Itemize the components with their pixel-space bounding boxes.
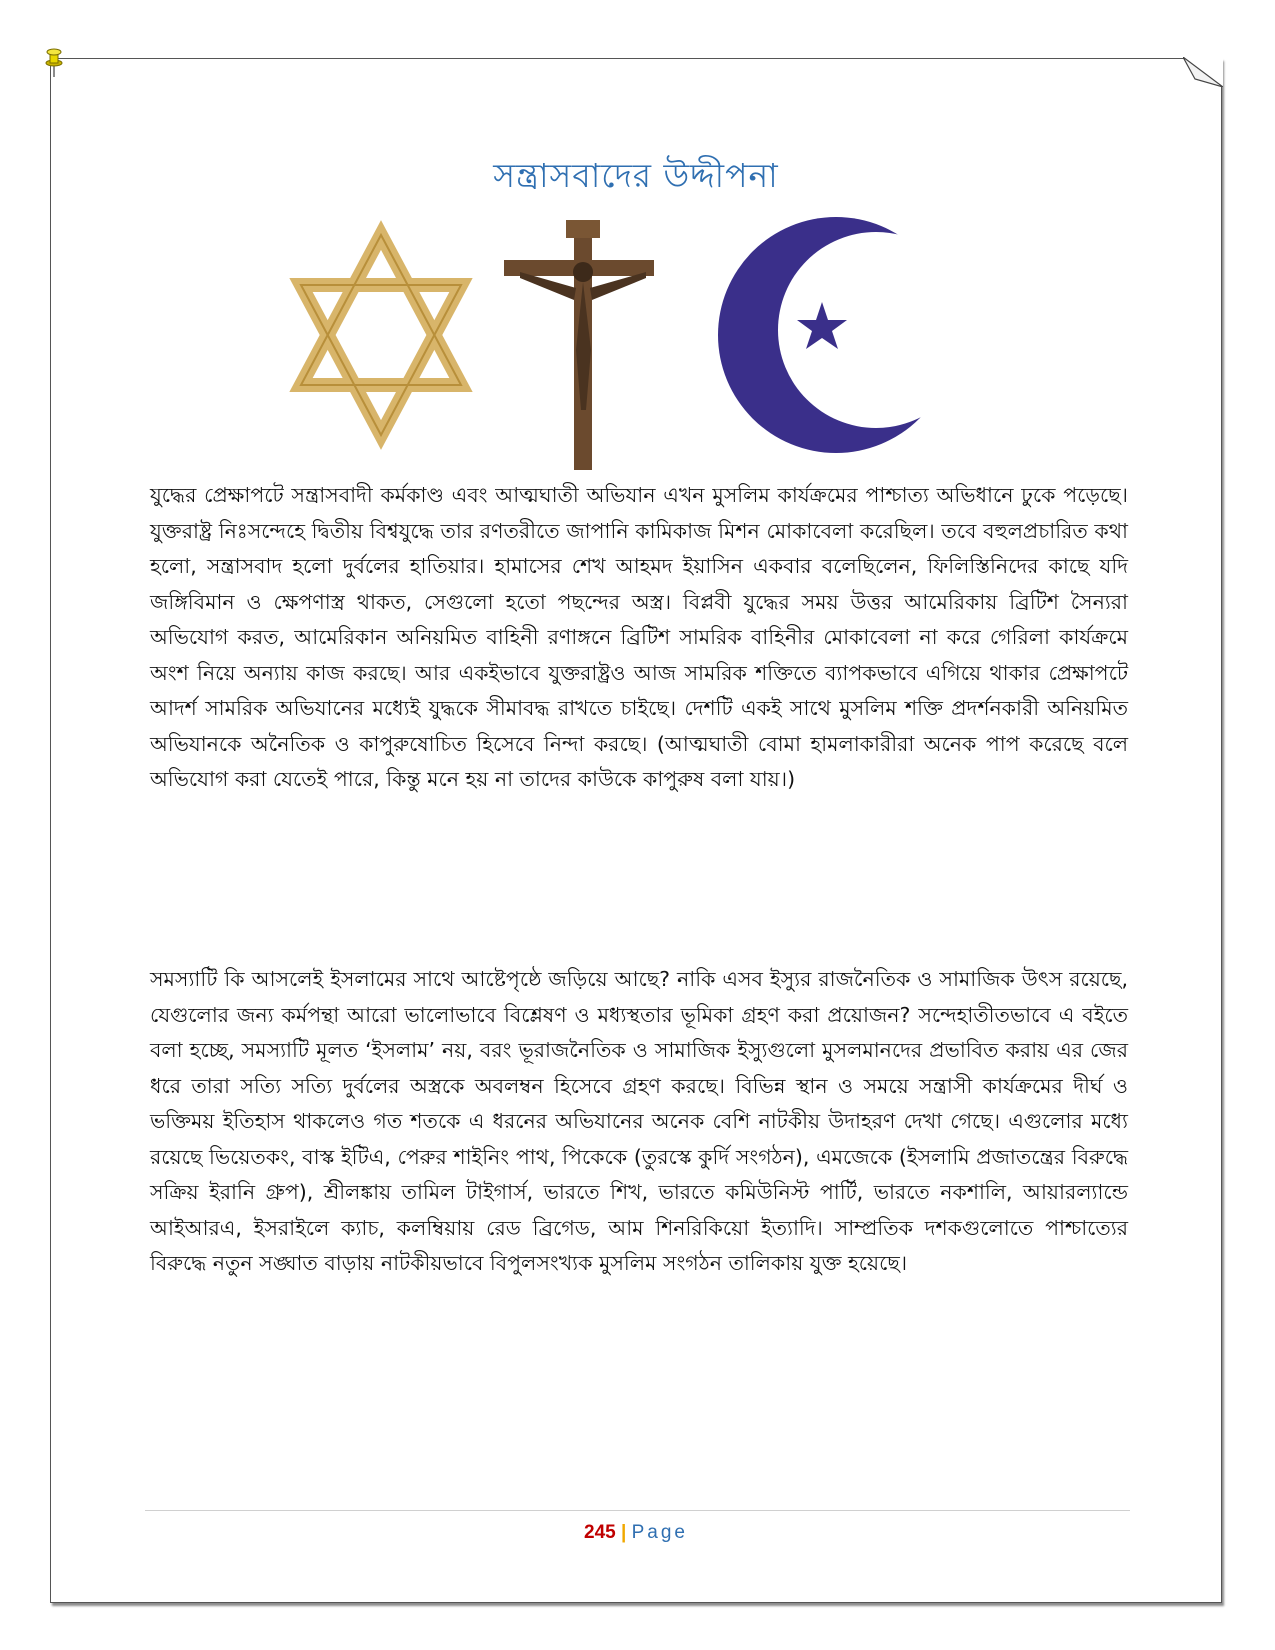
footer-divider (145, 1510, 1130, 1511)
page-title: সন্ত্রাসবাদের উদ্দীপনা (493, 156, 779, 195)
crucifix-icon (504, 220, 654, 470)
page-footer (50, 1522, 1222, 1544)
star-of-david-icon (301, 235, 461, 435)
paragraph-1: যুদ্ধের প্রেক্ষাপটে সন্ত্রাসবাদী কর্মকাণ্ড এবং আত্মঘাতী অভিযান এখন মুসলিম কার্যক্রমের পাশ্চাত্য অভিধানে ঢুকে পড়েছে। যুক্তরাষ্ট্র নিঃসন্দেহে দ্বিতীয় বিশ্বযুদ্ধে তার রণতরীতে জাপানি কামিকাজ মিশন মোকাবেলা করেছিল। তবে বহুলপ্রচারিত কথা হলো, সন্ত্রাসবাদ হলো দুর্বলের হাতিয়ার। হামাসের শেখ আহমদ ইয়াসিন একবার বলেছিলেন, ফিলিস্তিনিদের কাছে যদি জঙ্গিবিমান ও ক্ষেপণাস্ত্র থাকত, সেগুলো হতো পছন্দের অস্ত্র। বিপ্লবী যুদ্ধের সময় উত্তর আমেরিকায় ব্রিটিশ সৈন্যরা অভিযোগ করত, আমেরিকান অনিয়মিত বাহিনী রণাঙ্গনে ব্রিটিশ সামরিক বাহিনীর মোকাবেলা না করে গেরিলা কার্যক্রমে অংশ নিয়ে অন্যায় কাজ করছে। আর একইভাবে যুক্তরাষ্ট্রও আজ সামরিক শক্তিতে ব্যাপকভাবে এগিয়ে থাকার প্রেক্ষাপটে আদর্শ সামরিক অভিযানের মধ্যেই যুদ্ধকে সীমাবদ্ধ রাখতে চাইছে। দেশটি একই সাথে মুসলিম শক্তি প্রদর্শনকারী অনিয়মিত অভিযানকে অনৈতিক ও কাপুরুষোচিত হিসেবে নিন্দা করছে। (আত্মঘাতী বোমা হামলাকারীরা অনেক পাপ করেছে বলে অভিযোগ করা যেতেই পারে, কিন্তু মনে হয় না তাদের কাউকে কাপুরুষ বলা যায়।) (150, 483, 1128, 791)
crescent-star-icon (718, 217, 974, 453)
page-label: Page (631, 1522, 688, 1543)
paragraph-2: সমস্যাটি কি আসলেই ইসলামের সাথে আষ্টেপৃষ্ঠে জড়িয়ে আছে? নাকি এসব ইস্যুর রাজনৈতিক ও সামাজিক উৎস রয়েছে, যেগুলোর জন্য কর্মপন্থা আরো ভালোভাবে বিশ্লেষণ ও মধ্যস্থতার ভূমিকা গ্রহণ করা প্রয়োজন? সন্দেহাতীতভাবে এ বইতে বলা হচ্ছে, সমস্যাটি মূলত ‘ইসলাম’ নয়, বরং ভূরাজনৈতিক ও সামাজিক ইস্যুগুলো মুসলমানদের প্রভাবিত করায় এর জের ধরে তারা সত্যি সত্যি দুর্বলের অস্ত্রকে অবলম্বন হিসেবে গ্রহণ করছে। বিভিন্ন স্থান ও সময়ে সন্ত্রাসী কার্যক্রমের দীর্ঘ ও ভক্তিময় ইতিহাস থাকলেও গত শতকে এ ধরনের অভিযানের অনেক বেশি নাটকীয় উদাহরণ দেখা গেছে। এগুলোর মধ্যে রয়েছে ভিয়েতকং, বাস্ক ইটিএ, পেরুর শাইনিং পাথ, পিকেকে (তুরস্কে কুর্দি সংগঠন), এমজেকে (ইসলামি প্রজাতন্ত্রের বিরুদ্ধে সক্রিয় ইরানি গ্রুপ), শ্রীলঙ্কায় তামিল টাইগার্স, ভারতে শিখ, ভারতে কমিউনিস্ট পার্টি, ভারতে নকশালি, আয়ারল্যান্ডে আইআরএ, ইসরাইলে ক্যাচ, কলম্বিয়ায় রেড ব্রিগেড, আম শিনরিকিয়ো ইত্যাদি। সাম্প্রতিক দশকগুলোতে পাশ্চাত্যের বিরুদ্ধে নতুন সঙ্ঘাত বাড়ায় নাটকীয়ভাবে বিপুলসংখ্যক মুসলিম সংগঠন তালিকায় যুক্ত হয়েছে। (150, 967, 1128, 1275)
page-curl-corner (1183, 57, 1223, 87)
pushpin-icon (43, 46, 65, 78)
page-number: 245 (584, 1522, 616, 1543)
footer-separator: | (621, 1522, 627, 1543)
religious-symbols-image (236, 210, 1042, 480)
